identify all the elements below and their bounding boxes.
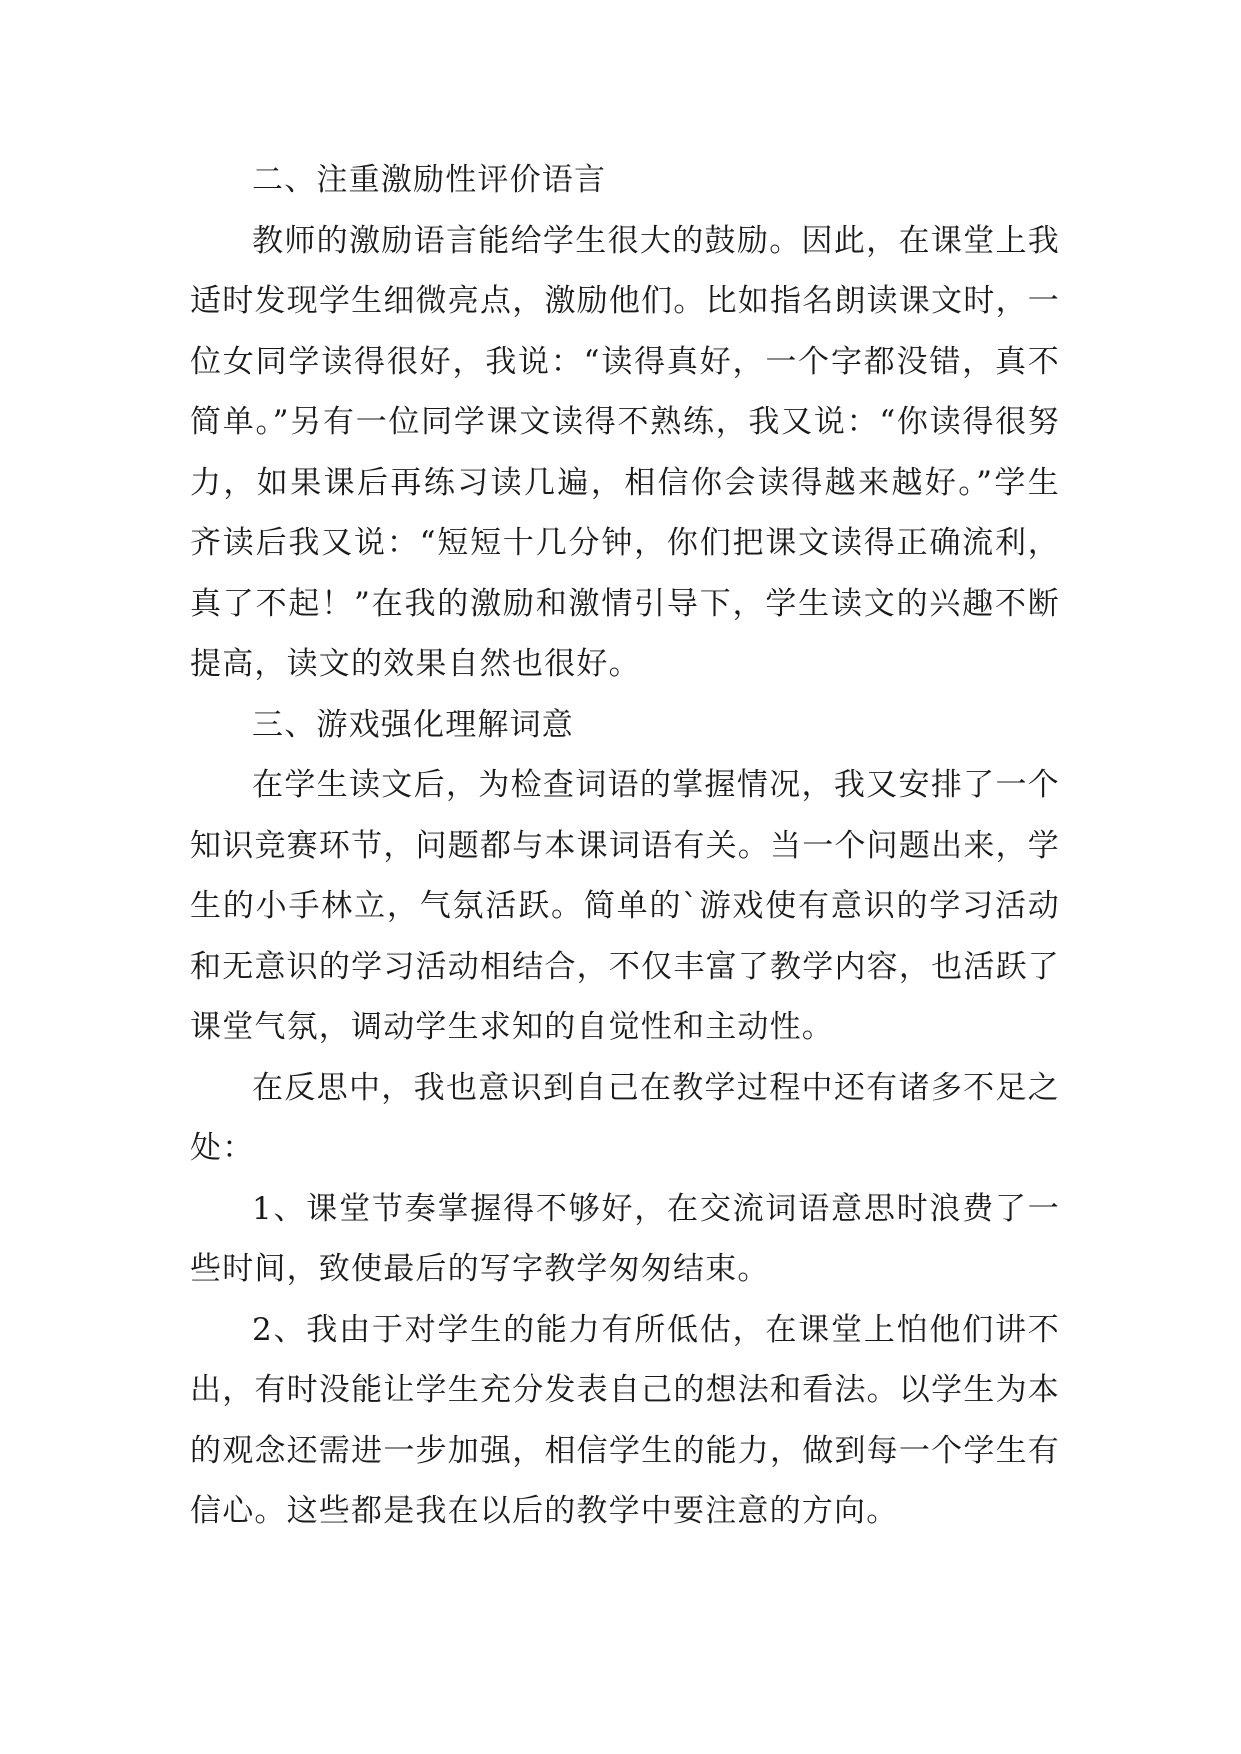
- section-heading-game: 三、游戏强化理解词意: [252, 706, 574, 743]
- paragraph-reflection-intro: 在反思中，我也意识到自己在教学过程中还有诸多不足之处：: [190, 1069, 1060, 1166]
- document-page: [190, 150, 1060, 1542]
- list-item-1: 1、课堂节奏掌握得不够好，在交流词语意思时浪费了一些时间，致使最后的写字教学匆匆结束。: [190, 1190, 1060, 1287]
- paragraph-praise-body: 教师的激励语言能给学生很大的鼓励。因此，在课堂上我适时发现学生细微亮点，激励他们。比如指名朗读课文时，一位女同学读得很好，我说：“读得真好，一个字都没错，真不简单。”另有一位同学课文读得不熟练，我又说：“你读得很努力，如果课后再练习读几遍，相信你会读得越来越好。”学生齐读后我又说：“短短十几分钟，你们把课文读得正确流利，真了不起！”在我的激励和激情引导下，学生读文的兴趣不断提高，读文的效果自然也很好。: [190, 222, 1060, 682]
- list-item-2: 2、我由于对学生的能力有所低估，在课堂上怕他们讲不出，有时没能让学生充分发表自己的想法和看法。以学生为本的观念还需进一步加强，相信学生的能力，做到每一个学生有信心。这些都是我在以后的教学中要注意的方向。: [190, 1311, 1060, 1529]
- section-heading-praise: 二、注重激励性评价语言: [252, 162, 607, 198]
- paragraph-game-body: 在学生读文后，为检查词语的掌握情况，我又安排了一个知识竞赛环节，问题都与本课词语有关。当一个问题出来，学生的小手林立，气氛活跃。简单的`游戏使有意识的学习活动和无意识的学习活动相结合，不仅丰富了教学内容，也活跃了课堂气氛，调动学生求知的自觉性和主动性。: [190, 767, 1060, 1045]
